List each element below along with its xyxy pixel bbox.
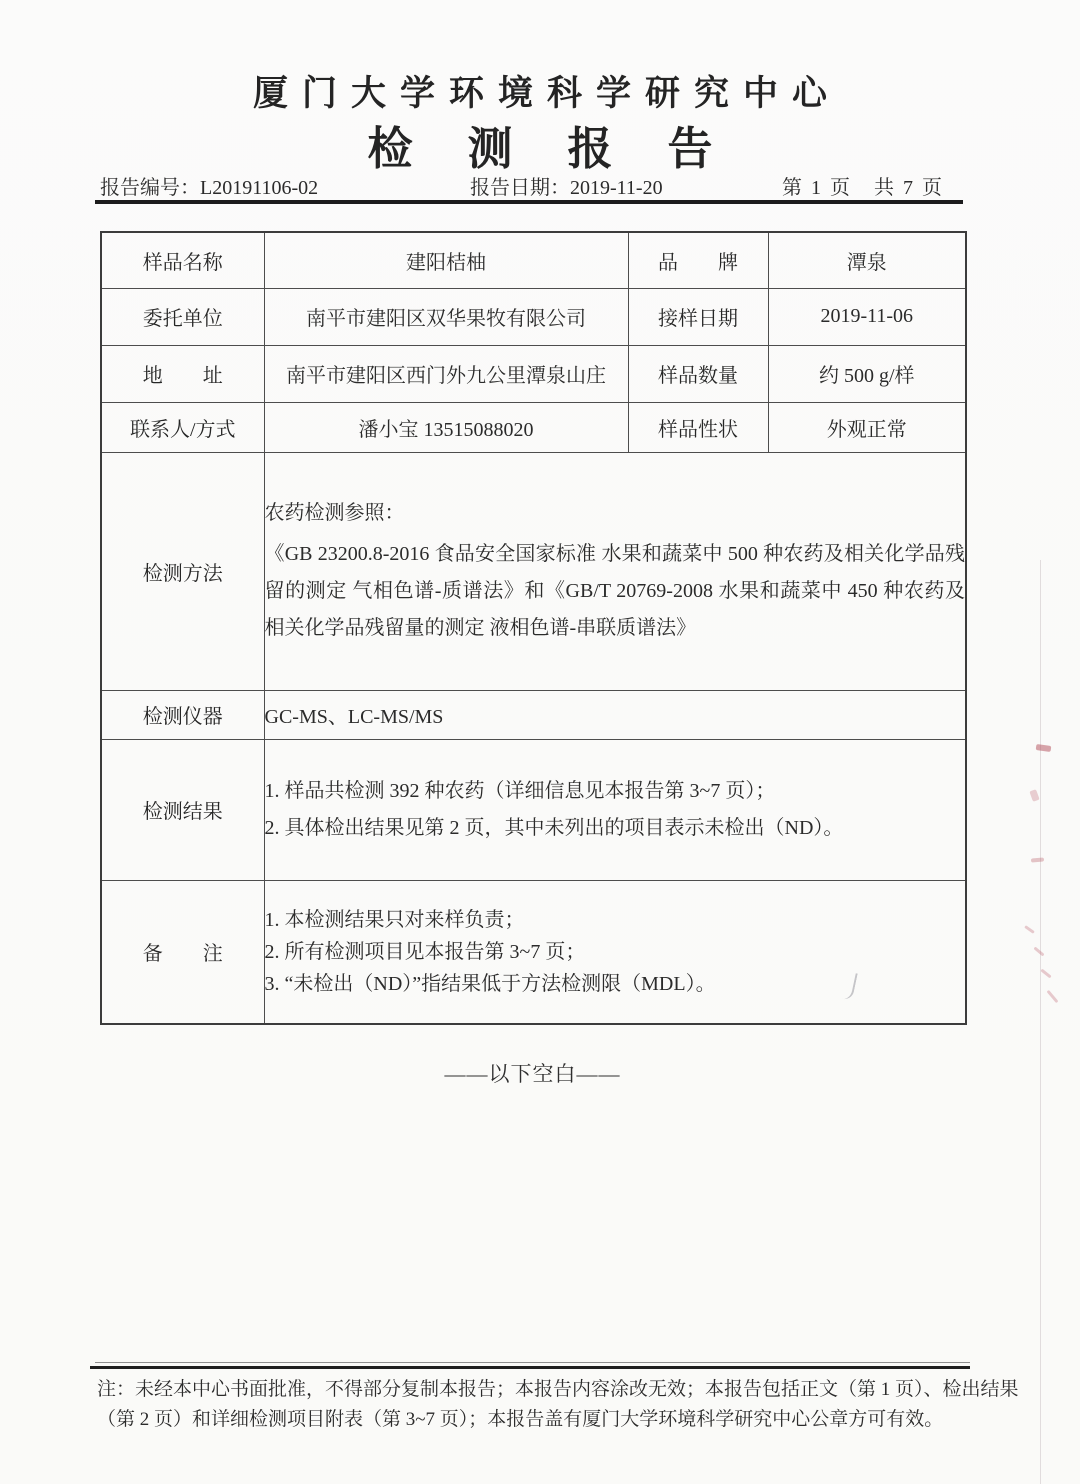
sample-condition-label: 样品性状 [628,402,768,452]
brand-value: 潭泉 [768,232,966,288]
sample-condition-value: 外观正常 [768,402,966,452]
header-divider-rule [95,200,963,204]
table-row [101,345,966,402]
stamp-fragment-mark [1047,990,1059,1003]
remark-line-2: 2. 所有检测项目见本报告第 3~7 页； [264,940,586,963]
footer-note-line-2: （第 2 页）和详细检测项目附表（第 3~7 页）；本报告盖有厦门大学环境科学研究中心公章方可有效。 [97,1409,944,1430]
sampling-date-value: 2019-11-06 [768,288,966,345]
report-number-label: 报告编号： [100,177,200,199]
stamp-fragment-mark [1031,857,1044,862]
sample-quantity-label: 样品数量 [628,345,768,402]
remark-cell [264,880,966,1024]
report-date-label: 报告日期： [470,177,570,199]
blank-below-marker: ——以下空白—— [444,1062,621,1086]
remark-line-1: 1. 本检测结果只对来样负责； [264,908,525,931]
client-value: 南平市建阳区双华果牧有限公司 [264,288,628,345]
report-number-value: L20191106-02 [200,177,319,199]
table-row [101,880,966,1024]
footer-divider-rule [90,1366,970,1369]
remark-label: 备 注 [101,880,264,1024]
contact-value: 潘小宝 13515088020 [264,402,628,452]
table-row [101,232,966,288]
table-row [101,452,966,690]
sample-name-value: 建阳桔柚 [264,232,628,288]
stamp-fragment-mark [1029,789,1039,802]
table-row [101,402,966,452]
stamp-fragment-mark [1036,744,1052,752]
sample-quantity-value: 约 500 g/样 [768,345,966,402]
report-info-table [100,231,967,1025]
method-body: 《GB 23200.8-2016 食品安全国家标准 水果和蔬菜中 500 种农药及相关化学品残留的测定 气相色谱-质谱法》和《GB/T 20769-2008 水果和蔬菜中 450 种农药及相关化学品残留量的测定 液相色谱-串联质谱法》 [264,543,965,639]
result-cell [264,739,966,880]
sampling-date-label: 接样日期 [628,288,768,345]
report-meta-row [0,171,1080,199]
stamp-fragment-mark [1033,946,1044,956]
table-row [101,288,966,345]
address-value: 南平市建阳区西门外九公里潭泉山庄 [264,345,628,402]
organization-title: 厦门大学环境科学研究中心 [252,74,841,113]
sample-name-label: 样品名称 [101,232,264,288]
report-title: 检测报告 [367,124,768,174]
result-label: 检测结果 [101,739,264,880]
page-indicator: 第 1 页 共 7 页 [782,177,944,199]
result-line-2: 2. 具体检出结果见第 2 页，其中未列出的项目表示未检出（ND）。 [264,816,844,839]
contact-label: 联系人/方式 [101,402,264,452]
footer-note-line-1: 注：未经本中心书面批准，不得部分复制本报告；本报告内容涂改无效；本报告包括正文（第 1 页）、检出结果 [97,1379,1019,1400]
table-row [101,739,966,880]
instrument-label: 检测仪器 [101,690,264,739]
client-label: 委托单位 [101,288,264,345]
footer-divider-thin [95,1362,970,1363]
report-date [470,171,663,200]
stamp-fragment-mark [1040,969,1051,979]
footer-note [97,1375,1019,1435]
report-number [100,171,318,200]
table-row [101,690,966,739]
brand-label: 品 牌 [628,232,768,288]
remark-line-3: 3. “未检出（ND）”指结果低于方法检测限（MDL）。 [264,972,716,995]
stamp-fragment-mark [1024,925,1035,934]
method-intro: 农药检测参照： [264,502,405,524]
instrument-value: GC-MS、LC-MS/MS [264,690,966,739]
method-cell [264,452,966,690]
address-label: 地 址 [101,345,264,402]
result-line-1: 1. 样品共检测 392 种农药（详细信息见本报告第 3~7 页）； [264,779,776,802]
method-label: 检测方法 [101,452,264,690]
scan-edge-line [1040,560,1041,1484]
report-date-value: 2019-11-20 [570,177,663,199]
